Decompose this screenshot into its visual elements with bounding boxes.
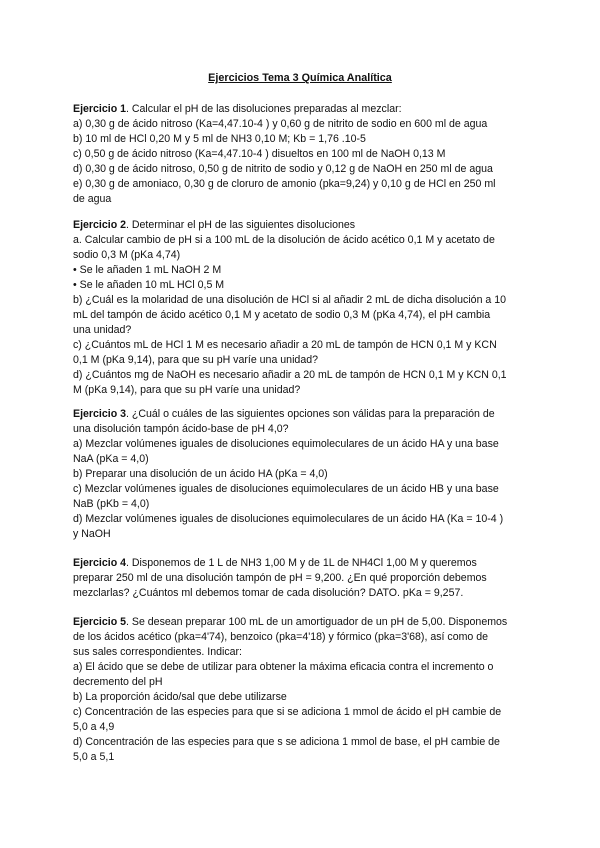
exercise-2-line: c) ¿Cuántos mL de HCl 1 M es necesario añadir a 20 mL de tampón de HCN 0,1 M y KCN (73, 339, 497, 351)
exercise-4-heading: Ejercicio 4 (73, 557, 126, 569)
exercise-5-line: 5,0 a 4,9 (73, 721, 115, 733)
exercise-1-intro: . Calcular el pH de las disoluciones preparadas al mezclar: (126, 103, 402, 115)
exercise-3-line: NaB (pKb = 4,0) (73, 498, 150, 510)
exercise-1-heading: Ejercicio 1 (73, 103, 126, 115)
page-title: Ejercicios Tema 3 Química Analítica (208, 72, 392, 84)
exercise-2-line: • Se le añaden 10 mL HCl 0,5 M (73, 279, 225, 291)
exercise-4-line: preparar 250 ml de una disolución tampón de pH = 9,200. ¿En qué proporción debemos (73, 572, 487, 584)
exercise-5-line: d) Concentración de las especies para que s se adiciona 1 mmol de base, el pH cambie de (73, 736, 500, 748)
exercise-2-heading: Ejercicio 2 (73, 219, 126, 231)
exercise-2-line: • Se le añaden 1 mL NaOH 2 M (73, 264, 222, 276)
exercise-1 (73, 102, 533, 207)
exercise-2-line: 0,1 M (pKa 9,14), para que su pH varíe una unidad? (73, 354, 318, 366)
exercise-3-line: y NaOH (73, 528, 111, 540)
exercise-5-line: sus sales correspondientes. Indicar: (73, 646, 242, 658)
exercise-1-line: e) 0,30 g de amoniaco, 0,30 g de cloruro de amonio (pka=9,24) y 0,10 g de HCl en 250 ml (73, 178, 496, 190)
exercise-3-line: b) Preparar una disolución de un ácido HA (pKa = 4,0) (73, 468, 328, 480)
exercise-4-line: mezclarlas? ¿Cuántos ml debemos tomar de cada disolución? DATO. pKa = 9,257. (73, 587, 464, 599)
exercise-2-line: sodio 0,3 M (pKa 4,74) (73, 249, 181, 261)
exercise-2 (73, 218, 533, 398)
exercise-3-line: d) Mezclar volúmenes iguales de disoluciones equimoleculares de un ácido HA (Ka = 10-4 ) (73, 513, 504, 525)
exercise-5-line: c) Concentración de las especies para que si se adiciona 1 mmol de ácido el pH cambie de (73, 706, 502, 718)
exercise-4-intro: . Disponemos de 1 L de NH3 1,00 M y de 1L de NH4Cl 1,00 M y queremos (126, 557, 477, 569)
exercise-2-line: d) ¿Cuántos mg de NaOH es necesario añadir a 20 mL de tampón de HCN 0,1 M y KCN 0,1 (73, 369, 507, 381)
exercise-3-line: a) Mezclar volúmenes iguales de disoluciones equimoleculares de un ácido HA y una base (73, 438, 499, 450)
exercise-1-line: a) 0,30 g de ácido nitroso (Ka=4,47.10-4 ) y 0,60 g de nitrito de sodio en 600 ml de agua (73, 118, 488, 130)
exercise-5 (73, 615, 533, 765)
exercise-5-line: decremento del pH (73, 676, 163, 688)
exercise-2-line: mL del tampón de ácido acético 0,1 M y acetato de sodio 0,3 M (pKa 4,74), el pH cambia (73, 309, 491, 321)
exercise-1-line: c) 0,50 g de ácido nitroso (Ka=4,47.10-4 ) disueltos en 100 ml de NaOH 0,13 M (73, 148, 446, 160)
exercise-2-intro-line (73, 218, 533, 233)
exercise-2-intro: . Determinar el pH de las siguientes disoluciones (126, 219, 356, 231)
exercise-5-line: b) La proporción ácido/sal que debe utilizarse (73, 691, 287, 703)
exercise-1-line: b) 10 ml de HCl 0,20 M y 5 ml de NH3 0,10 M; Kb = 1,76 .10-5 (73, 133, 366, 145)
exercise-1-line: de agua (73, 193, 112, 205)
exercise-3-line: NaA (pKa = 4,0) (73, 453, 149, 465)
exercise-1-intro-line (73, 102, 533, 117)
exercise-4 (73, 556, 533, 601)
exercise-5-heading: Ejercicio 5 (73, 616, 126, 628)
exercise-3-intro-line (73, 407, 533, 422)
exercise-2-line: M (pKa 9,14), para que su pH varíe una unidad? (73, 384, 301, 396)
exercise-2-line: a. Calcular cambio de pH si a 100 mL de la disolución de ácido acético 0,1 M y acetato de (73, 234, 495, 246)
exercise-5-line: de los ácidos acético (pka=4'74), benzoico (pka=4'18) y fórmico (pka=3'68), así como de (73, 631, 489, 643)
exercise-3-heading: Ejercicio 3 (73, 408, 126, 420)
exercise-5-intro-line (73, 615, 533, 630)
exercise-4-intro-line (73, 556, 533, 571)
exercise-3 (73, 407, 533, 542)
exercise-3-intro: . ¿Cuál o cuáles de las siguientes opciones son válidas para la preparación de (126, 408, 495, 420)
exercise-2-line: b) ¿Cuál es la molaridad de una disolución de HCl si al añadir 2 mL de dicha disolución a 10 (73, 294, 507, 306)
exercise-3-line: c) Mezclar volúmenes iguales de disoluciones equimoleculares de un ácido HB y una base (73, 483, 499, 495)
exercise-1-line: d) 0,30 g de ácido nitroso, 0,50 g de nitrito de sodio y 0,12 g de NaOH en 250 ml de agua (73, 163, 493, 175)
exercise-5-line: 5,0 a 5,1 (73, 751, 115, 763)
exercise-5-intro: . Se desean preparar 100 mL de un amortiguador de un pH de 5,00. Disponemos (126, 616, 508, 628)
exercise-5-line: a) El ácido que se debe de utilizar para obtener la máxima eficacia contra el incremento o (73, 661, 494, 673)
exercise-2-line: una unidad? (73, 324, 132, 336)
exercise-3-line: una disolución tampón ácido-base de pH 4,0? (73, 423, 289, 435)
